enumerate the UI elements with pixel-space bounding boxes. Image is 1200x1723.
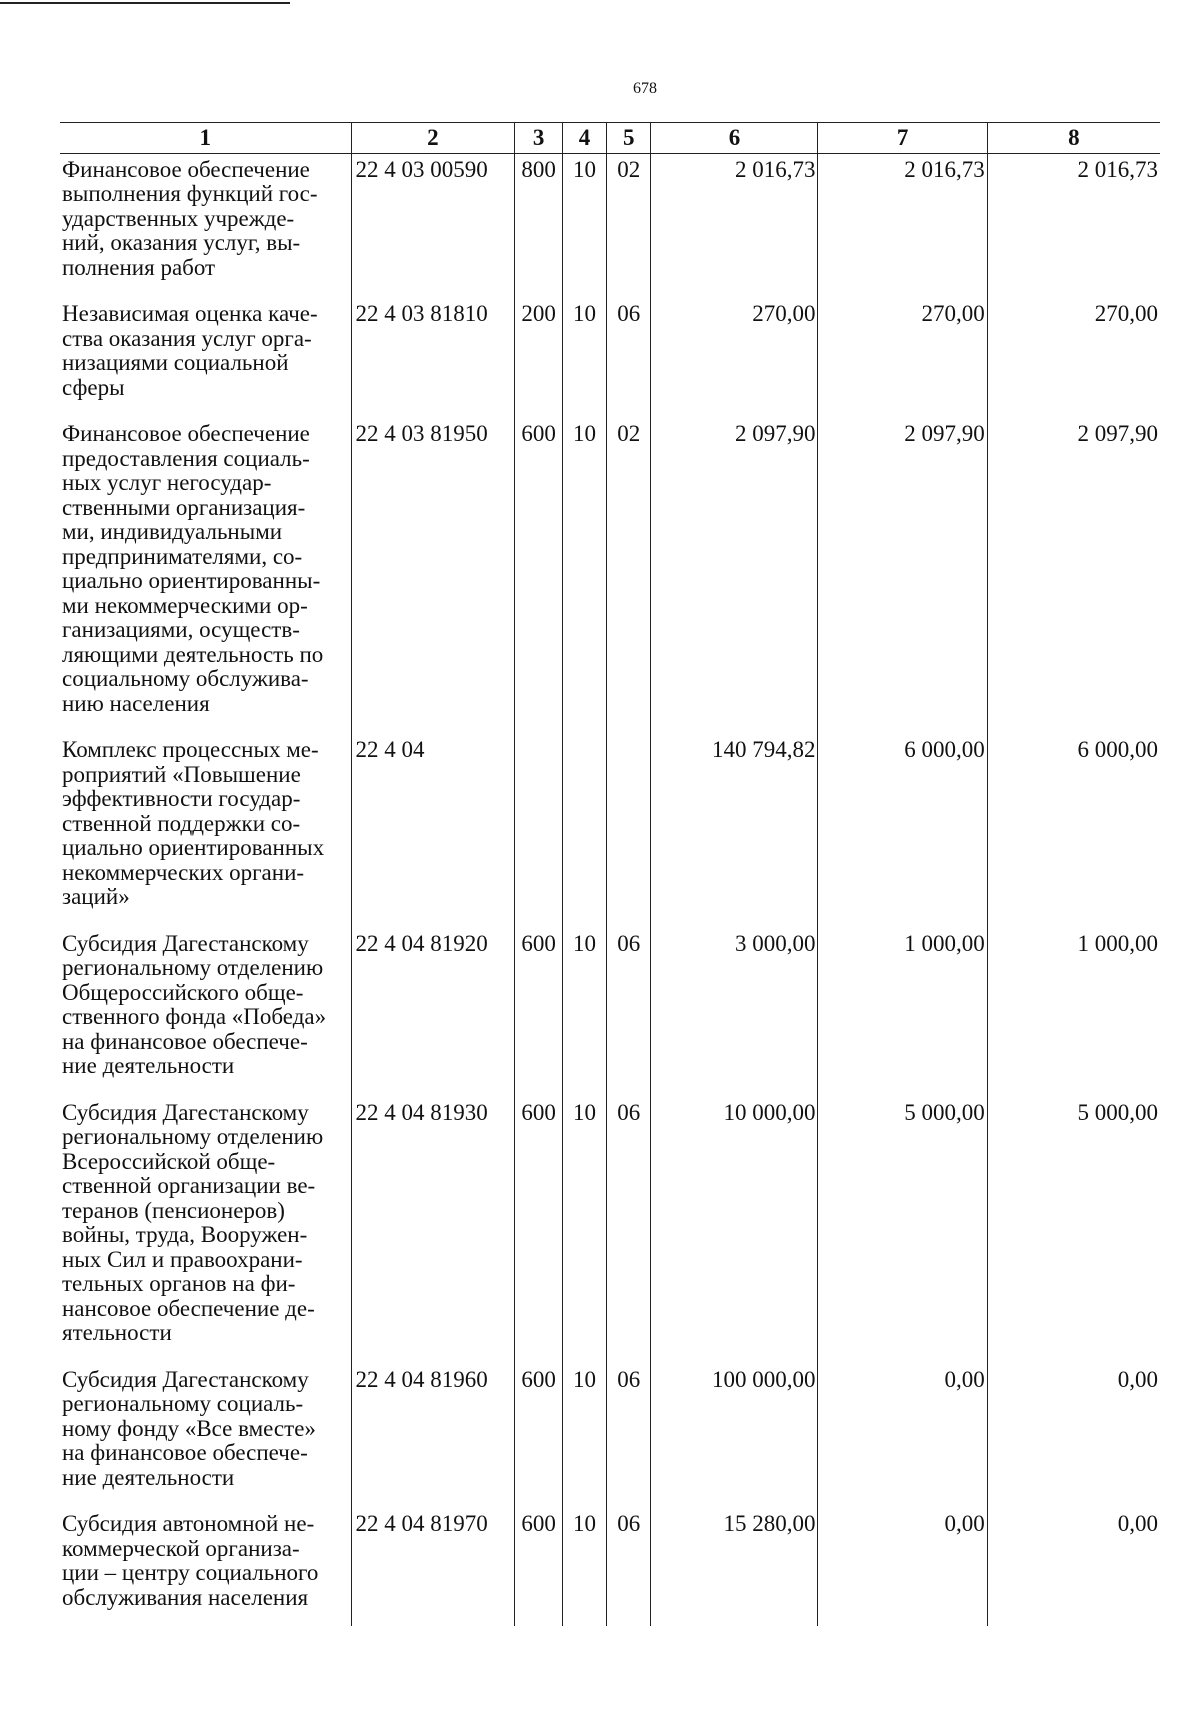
row-name-line: Субсидия Дагестанскому	[62, 1366, 309, 1392]
row-code: 22 4 03 81950	[351, 418, 515, 734]
row-name-line: ганизациями, осуществ-	[62, 617, 300, 642]
budget-table	[60, 122, 1160, 1626]
row-value-7: 1 000,00	[818, 928, 987, 1097]
row-name-line: войны, труда, Вооружен-	[62, 1222, 308, 1247]
row-value-8: 2 016,73	[987, 153, 1160, 298]
row-name-line: заций»	[62, 884, 130, 909]
row-value-8: 2 097,90	[987, 418, 1160, 734]
row-name-line: обслуживания населения	[62, 1584, 309, 1610]
row-col5: 06	[607, 1508, 651, 1626]
row-value-6: 2 097,90	[651, 418, 818, 734]
row-value-7: 2 097,90	[818, 418, 987, 734]
row-name-line: некоммерческих органи-	[62, 859, 305, 885]
row-name-line: ний, оказания услуг, вы-	[62, 230, 301, 255]
row-name-line: на финансовое обеспече-	[62, 1028, 308, 1054]
row-name-line: Субсидия автономной не-	[62, 1511, 315, 1536]
row-value-7: 0,00	[818, 1364, 987, 1509]
row-name-line: региональному отделению	[62, 1124, 324, 1149]
header-cell-2: 2	[351, 123, 515, 154]
row-code: 22 4 04 81920	[351, 928, 515, 1097]
row-name-line: нию населения	[62, 690, 210, 716]
header-cell-7: 7	[818, 123, 987, 154]
row-col5: 02	[607, 418, 651, 734]
row-col3: 600	[515, 1097, 563, 1364]
row-value-6: 15 280,00	[651, 1508, 818, 1626]
row-name	[60, 418, 351, 734]
row-name-line: ных Сил и правоохрани-	[62, 1246, 303, 1272]
row-name-line: предоставления социаль-	[62, 445, 310, 471]
row-col3	[515, 734, 563, 928]
row-name	[60, 298, 351, 418]
row-name-line: ние деятельности	[62, 1053, 235, 1078]
row-name-line: ственной поддержки со-	[62, 810, 301, 836]
row-col4	[562, 734, 606, 928]
row-name-line: Комплекс процессных ме-	[62, 737, 319, 762]
row-name-line: ции – центру социального	[62, 1560, 319, 1585]
row-col5	[607, 734, 651, 928]
row-col4: 10	[562, 418, 606, 734]
row-col5: 06	[607, 1097, 651, 1364]
row-name-line: низациями социальной	[62, 350, 289, 375]
row-name-line: Субсидия Дагестанскому	[62, 1099, 309, 1125]
row-name	[60, 734, 351, 928]
row-name-line: Общероссийского обще-	[62, 979, 304, 1005]
row-col4: 10	[562, 298, 606, 418]
row-value-6: 2 016,73	[651, 153, 818, 298]
row-name-line: Всероссийской обще-	[62, 1148, 276, 1174]
top-rule	[0, 2, 290, 4]
row-name	[60, 1364, 351, 1509]
row-code: 22 4 03 00590	[351, 153, 515, 298]
row-name	[60, 153, 351, 298]
row-code: 22 4 04 81960	[351, 1364, 515, 1509]
row-name-line: ляющими деятельность по	[62, 641, 324, 667]
table-row	[60, 153, 1160, 298]
row-name-line: циально ориентированных	[62, 835, 325, 860]
row-col3: 600	[515, 1508, 563, 1626]
row-value-8: 0,00	[987, 1508, 1160, 1626]
row-name-line: циально ориентированны-	[62, 568, 321, 593]
row-value-8: 5 000,00	[987, 1097, 1160, 1364]
row-value-6: 3 000,00	[651, 928, 818, 1097]
row-col5: 06	[607, 928, 651, 1097]
row-name-line: ственными организация-	[62, 494, 306, 520]
row-value-8: 270,00	[987, 298, 1160, 418]
row-col5: 02	[607, 153, 651, 298]
row-name-line: ми некоммерческими ор-	[62, 592, 308, 618]
row-col4: 10	[562, 1508, 606, 1626]
row-value-6: 100 000,00	[651, 1364, 818, 1509]
row-name-line: роприятий «Повышение	[62, 761, 301, 787]
row-col3: 600	[515, 418, 563, 734]
header-cell-1: 1	[60, 123, 351, 154]
row-value-6: 140 794,82	[651, 734, 818, 928]
row-col4: 10	[562, 1097, 606, 1364]
row-name-line: тельных органов на фи-	[62, 1271, 296, 1296]
header-cell-4: 4	[562, 123, 606, 154]
row-name-line: ному фонду «Все вместе»	[62, 1415, 316, 1441]
table-row	[60, 928, 1160, 1097]
row-col3: 600	[515, 1364, 563, 1509]
row-name-line: ства оказания услуг орга-	[62, 325, 312, 351]
row-col5: 06	[607, 1364, 651, 1509]
row-name-line: ных услуг негосудар-	[62, 470, 272, 495]
row-value-6: 10 000,00	[651, 1097, 818, 1364]
page-number: 678	[633, 80, 657, 97]
row-code: 22 4 03 81810	[351, 298, 515, 418]
row-name-line: выполнения функций гос-	[62, 181, 318, 206]
row-name	[60, 1097, 351, 1364]
row-value-8: 0,00	[987, 1364, 1160, 1509]
row-code: 22 4 04 81970	[351, 1508, 515, 1626]
row-code: 22 4 04 81930	[351, 1097, 515, 1364]
row-value-6: 270,00	[651, 298, 818, 418]
table-row	[60, 1508, 1160, 1626]
row-name-line: теранов (пенсионеров)	[62, 1197, 285, 1223]
table-row	[60, 734, 1160, 928]
row-name-line: на финансовое обеспече-	[62, 1440, 308, 1465]
row-col5: 06	[607, 298, 651, 418]
row-value-8: 6 000,00	[987, 734, 1160, 928]
row-value-7: 0,00	[818, 1508, 987, 1626]
row-name	[60, 1508, 351, 1626]
header-cell-3: 3	[515, 123, 563, 154]
table-body	[60, 153, 1160, 1626]
row-col3: 800	[515, 153, 563, 298]
row-value-7: 270,00	[818, 298, 987, 418]
row-name-line: региональному отделению	[62, 955, 324, 980]
header-row	[60, 123, 1160, 154]
row-col3: 600	[515, 928, 563, 1097]
row-name-line: нансовое обеспечение де-	[62, 1295, 315, 1321]
row-name-line: социальному обслужива-	[62, 666, 309, 691]
row-col4: 10	[562, 153, 606, 298]
row-name-line: сферы	[62, 374, 125, 400]
row-name	[60, 928, 351, 1097]
header-cell-6: 6	[651, 123, 818, 154]
row-value-7: 6 000,00	[818, 734, 987, 928]
row-name-line: ударственных учрежде-	[62, 205, 295, 231]
row-col3: 200	[515, 298, 563, 418]
header-cell-5: 5	[607, 123, 651, 154]
row-name-line: предпринимателями, со-	[62, 543, 303, 569]
row-name-line: эффективности государ-	[62, 786, 301, 811]
table-row	[60, 1097, 1160, 1364]
row-name-line: ние деятельности	[62, 1464, 235, 1490]
table-row	[60, 1364, 1160, 1509]
row-col4: 10	[562, 1364, 606, 1509]
row-name-line: коммерческой организа-	[62, 1535, 300, 1561]
row-name-line: региональному социаль-	[62, 1391, 304, 1416]
header-cell-8: 8	[987, 123, 1160, 154]
row-name-line: ми, индивидуальными	[62, 519, 283, 544]
row-name-line: полнения работ	[62, 254, 216, 280]
row-code: 22 4 04	[351, 734, 515, 928]
row-name-line: Субсидия Дагестанскому	[62, 930, 309, 956]
row-name-line: Независимая оценка каче-	[62, 301, 318, 326]
row-name-line: ственной организации ве-	[62, 1173, 316, 1198]
row-name-line: Финансовое обеспечение	[62, 156, 310, 182]
row-name-line: Финансовое обеспечение	[62, 421, 310, 446]
row-name-line: ственного фонда «Победа»	[62, 1004, 327, 1029]
row-value-8: 1 000,00	[987, 928, 1160, 1097]
row-value-7: 5 000,00	[818, 1097, 987, 1364]
table-row	[60, 298, 1160, 418]
table-row	[60, 418, 1160, 734]
row-col4: 10	[562, 928, 606, 1097]
row-name-line: ятельности	[62, 1320, 172, 1345]
row-value-7: 2 016,73	[818, 153, 987, 298]
